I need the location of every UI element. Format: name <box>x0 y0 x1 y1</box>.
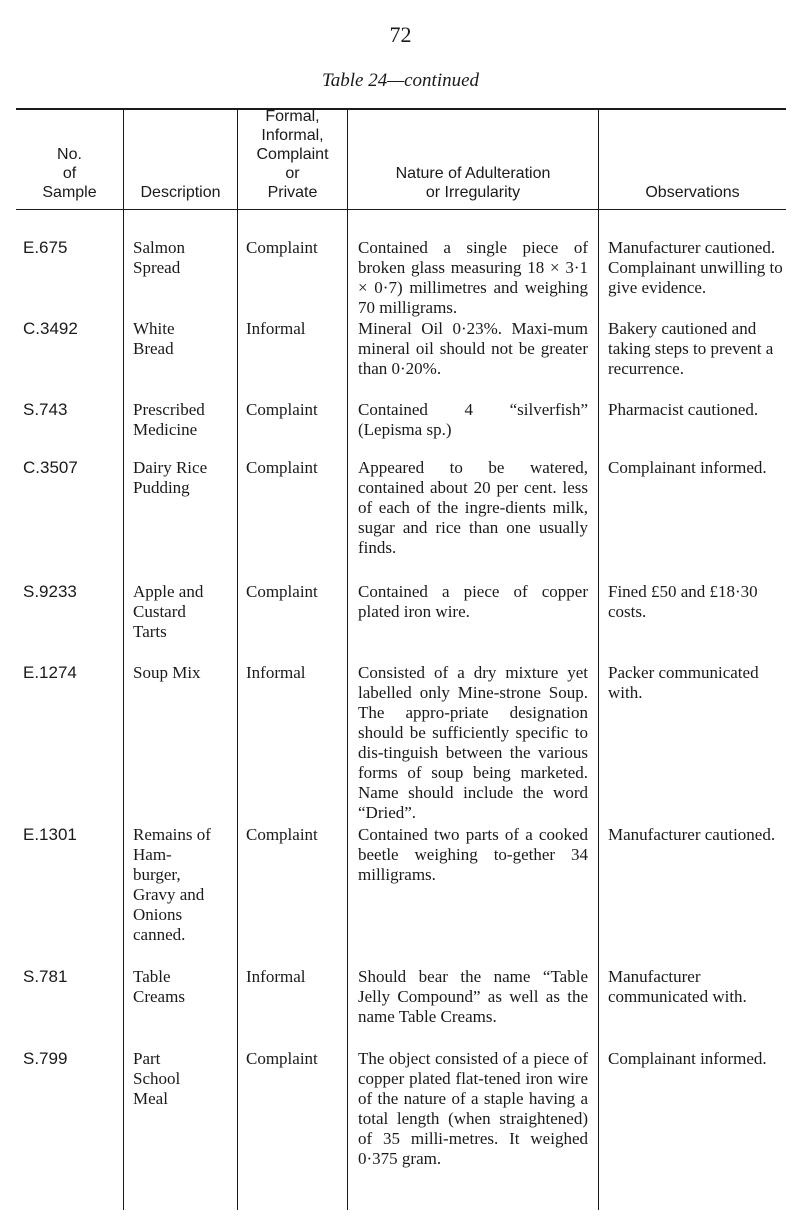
cell-observations: Manufacturer cautioned. <box>608 825 776 844</box>
cell-no: E.675 <box>23 238 68 257</box>
header-type: Formal, Informal, Complaint or Private <box>256 108 329 201</box>
cell-no: E.1301 <box>23 825 77 844</box>
header-observations: Observations <box>645 184 740 201</box>
cell-nature: Consisted of a dry mixture yet labelled only Mine-strone Soup. The appro-priate designation should be sufficiently specific to dis-tinguish between the various forms of soup being marketed. Name should include the word “Dried”. <box>358 663 588 822</box>
table-caption: Table 24—continued <box>321 70 480 91</box>
cell-nature: Contained a piece of copper plated iron wire. <box>358 582 588 621</box>
cell-no: S.781 <box>23 967 68 986</box>
cell-type: Complaint <box>246 238 318 257</box>
cell-description: White Bread <box>133 319 175 358</box>
header-description: Description <box>140 184 221 201</box>
cell-observations: Manufacturer communicated with. <box>608 967 747 1006</box>
cell-description: Remains of Ham- burger, Gravy and Onions canned. <box>133 825 211 944</box>
cell-description: Salmon Spread <box>133 238 185 277</box>
column-divider <box>598 110 599 1210</box>
cell-no: S.9233 <box>23 582 77 601</box>
header-rule <box>16 209 786 210</box>
cell-no: E.1274 <box>23 663 77 682</box>
cell-observations: Complainant informed. <box>608 458 767 477</box>
cell-nature: Should bear the name “Table Jelly Compound” as well as the name Table Creams. <box>358 967 588 1026</box>
cell-nature: Contained 4 “silverfish” (Lepisma sp.) <box>358 400 588 439</box>
cell-no: C.3507 <box>23 458 78 477</box>
cell-nature: Contained a single piece of broken glass measuring 18 × 3·1 × 0·7) millimetres and weighing 70 milligrams. <box>358 238 588 317</box>
cell-observations: Fined £50 and £18·30 costs. <box>608 582 758 621</box>
cell-description: Prescribed Medicine <box>133 400 205 439</box>
cell-description: Soup Mix <box>133 663 201 682</box>
cell-no: S.743 <box>23 400 68 419</box>
cell-description: Apple and Custard Tarts <box>133 582 204 641</box>
cell-type: Complaint <box>246 825 318 844</box>
cell-type: Informal <box>246 319 306 338</box>
cell-description: Table Creams <box>133 967 185 1006</box>
header-nature: Nature of Adulteration or Irregularity <box>395 165 551 201</box>
cell-nature: Contained two parts of a cooked beetle weighing to-gether 34 milligrams. <box>358 825 588 884</box>
cell-no: C.3492 <box>23 319 78 338</box>
cell-type: Complaint <box>246 582 318 601</box>
cell-nature: Appeared to be watered, contained about 20 per cent. less of each of the ingre-dients milk, sugar and rice than one usually finds. <box>358 458 588 557</box>
cell-observations: Complainant informed. <box>608 1049 767 1068</box>
cell-nature: The object consisted of a piece of copper plated flat-tened iron wire of the nature of a staple having a total length (when straightened) of 35 milli-metres. It weighed 0·375 gram. <box>358 1049 588 1168</box>
cell-no: S.799 <box>23 1049 68 1068</box>
cell-description: Part School Meal <box>133 1049 181 1108</box>
cell-observations: Manufacturer cautioned. Complainant unwilling to give evidence. <box>608 238 783 297</box>
cell-nature: Mineral Oil 0·23%. Maxi-mum mineral oil should not be greater than 0·20%. <box>358 319 588 378</box>
cell-type: Complaint <box>246 458 318 477</box>
cell-description: Dairy Rice Pudding <box>133 458 208 497</box>
header-no: No. of Sample <box>42 146 97 201</box>
column-divider <box>347 110 348 1210</box>
page-number: 72 <box>389 22 412 47</box>
column-divider <box>123 110 124 1210</box>
cell-observations: Bakery cautioned and taking steps to prevent a recurrence. <box>608 319 774 378</box>
cell-type: Informal <box>246 967 306 986</box>
top-rule <box>16 108 786 110</box>
cell-observations: Packer communicated with. <box>608 663 759 702</box>
cell-type: Complaint <box>246 400 318 419</box>
cell-type: Complaint <box>246 1049 318 1068</box>
cell-observations: Pharmacist cautioned. <box>608 400 759 419</box>
cell-type: Informal <box>246 663 306 682</box>
column-divider <box>237 110 238 1210</box>
